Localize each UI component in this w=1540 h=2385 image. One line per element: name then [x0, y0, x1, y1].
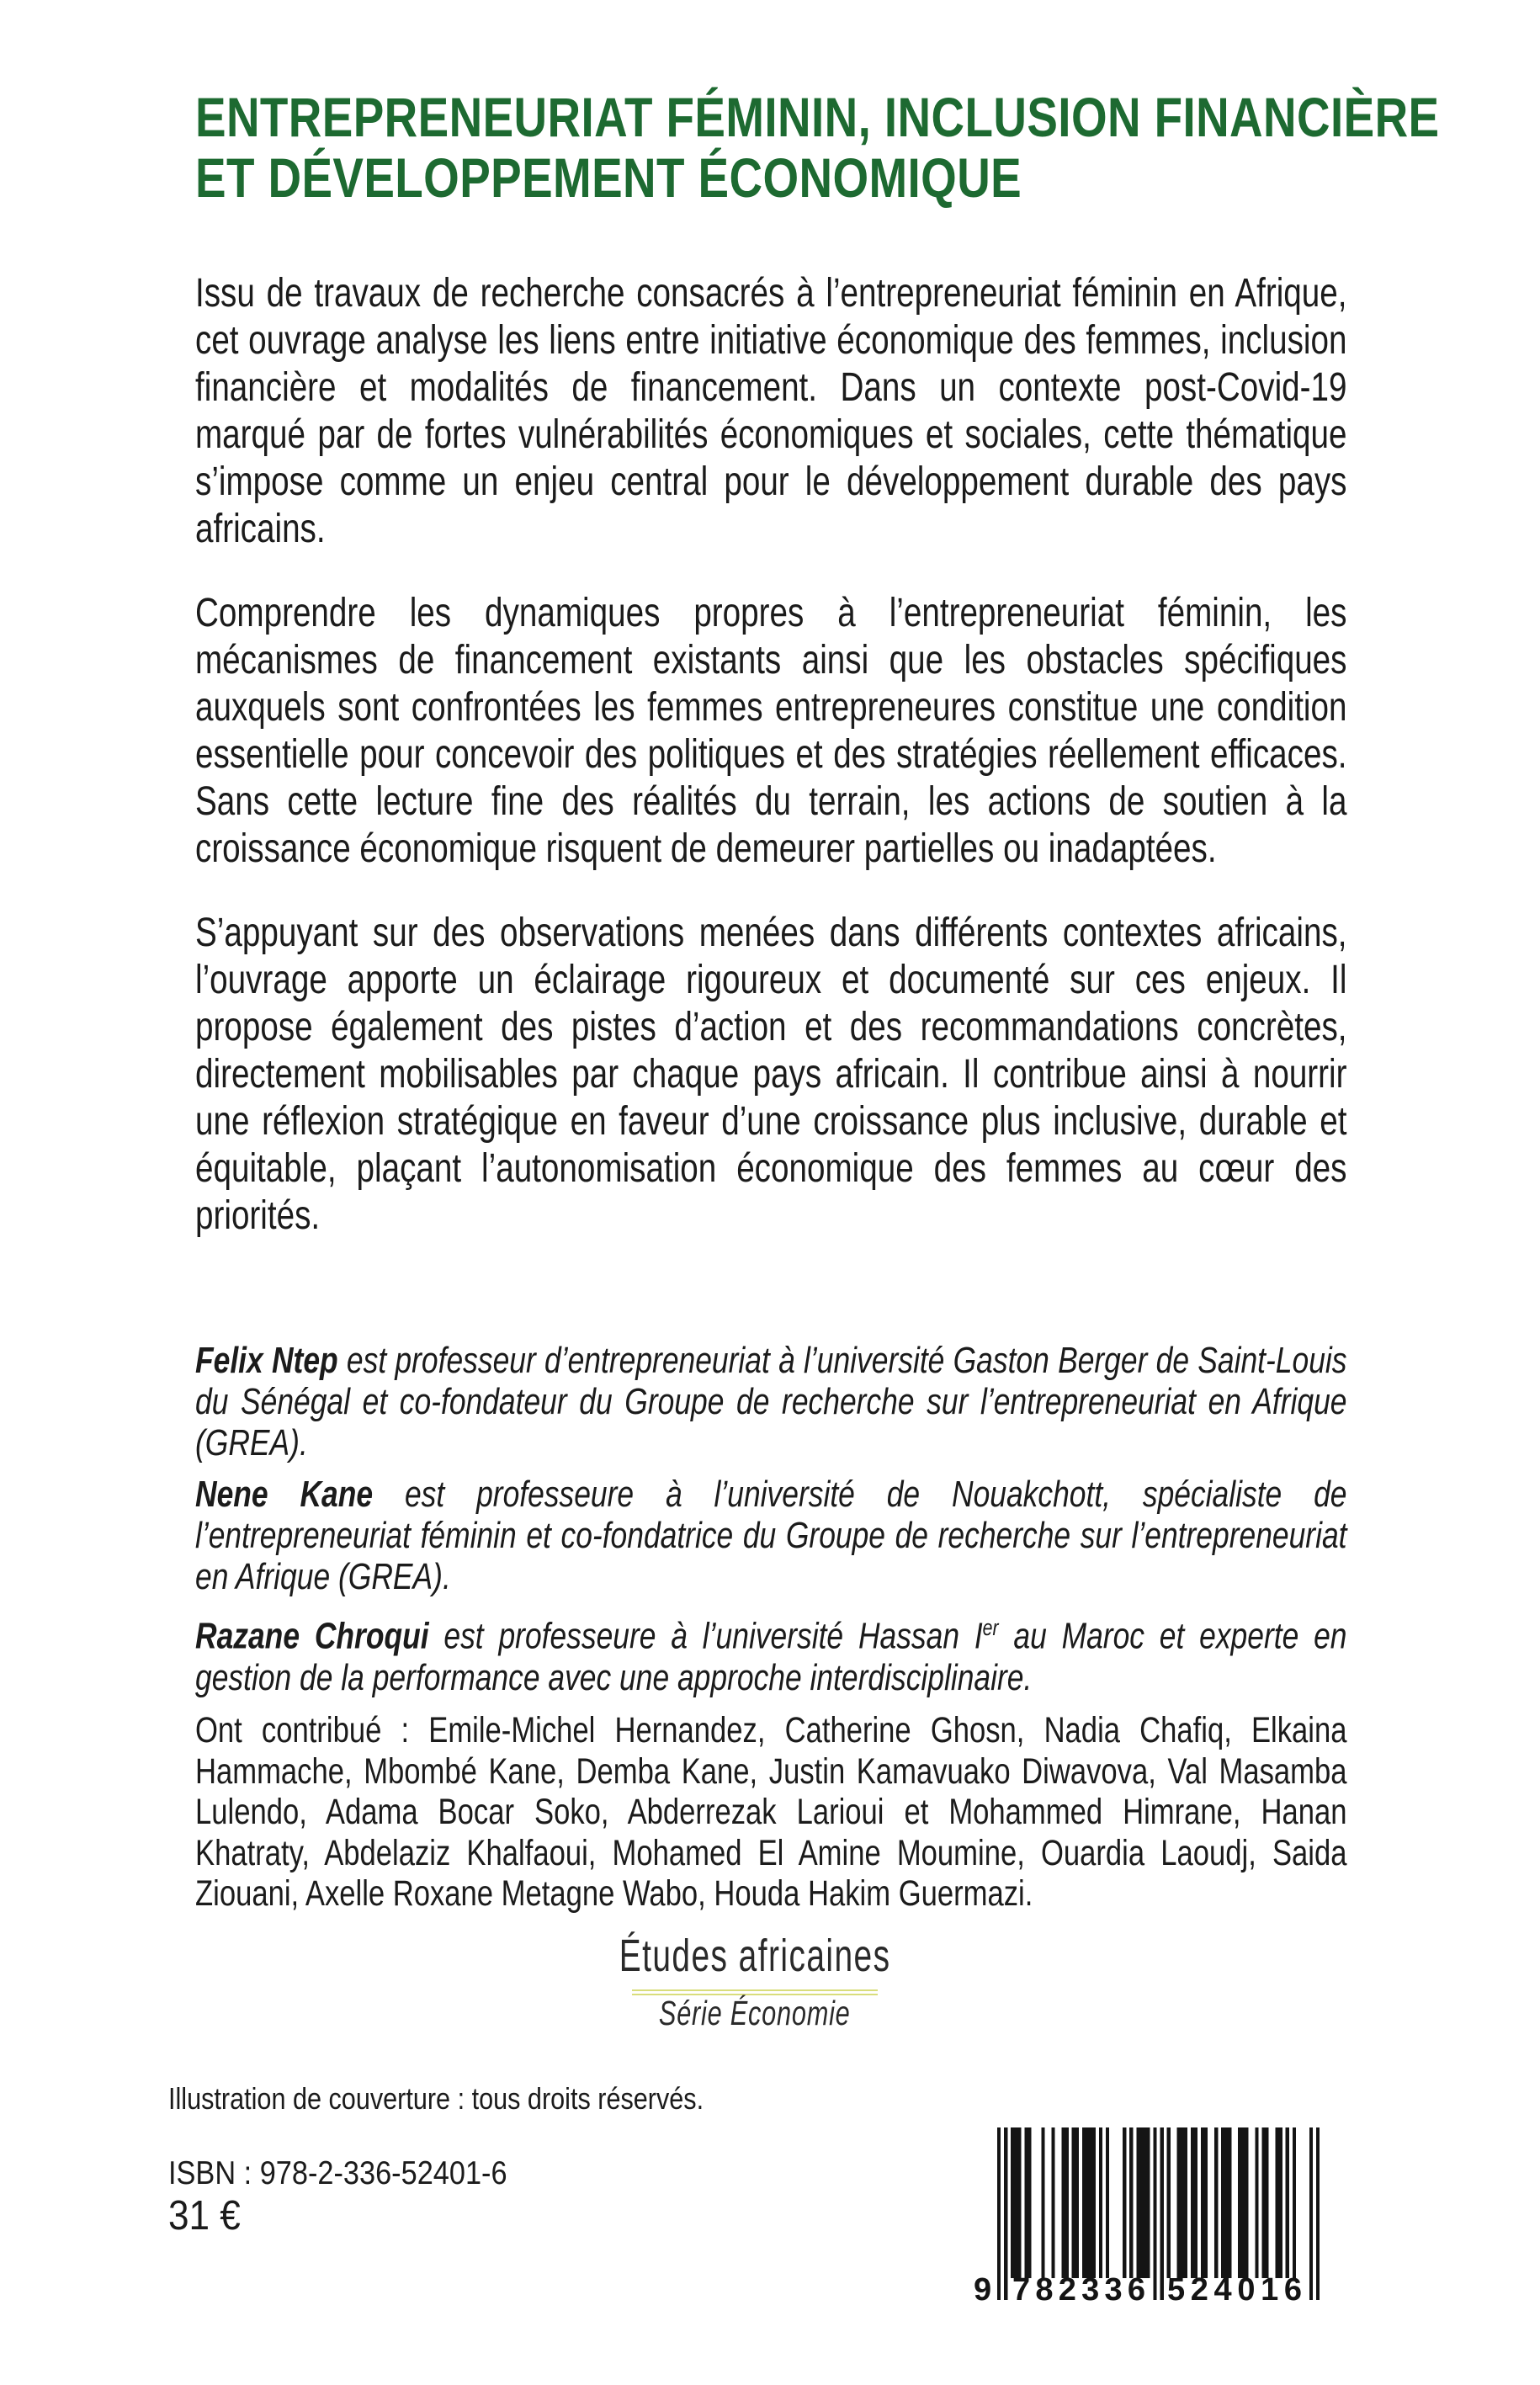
barcode-digits-group2: 524016	[1167, 2272, 1302, 2301]
price: 31 €	[168, 2193, 241, 2239]
author-bio	[195, 1474, 1347, 1597]
collection-block	[0, 1931, 1510, 1981]
barcode-lead-digit: 9	[974, 2272, 992, 2301]
author-bio	[195, 1607, 1347, 1698]
author-name: Felix Ntep	[195, 1340, 338, 1381]
author-bio-text: est professeure à l’université de Nouakchott, spécialiste de l’entrepreneuriat féminin et co-fondatrice du Groupe de recherche sur l’entrepreneuriat en Afrique (GREA).	[195, 1474, 1347, 1597]
title-line-2: ET DÉVELOPPEMENT ÉCONOMIQUE	[195, 146, 1022, 209]
barcode	[970, 2127, 1320, 2301]
author-name: Razane Chroqui	[195, 1615, 429, 1657]
synopsis-paragraph: S’appuyant sur des observations menées dans différents contextes africains, l’ouvrage apporte un éclairage rigoureux et documenté sur ces enjeux. Il propose également des pistes d’action et des recommandations concrètes, directement mobilisables par chaque pays africain. Il contribue ainsi à nourrir une réflexion stratégique en faveur d’une croissance plus inclusive, durable et équitable, plaçant l’autonomisation économique des femmes au cœur des priorités.	[195, 911, 1347, 1238]
author-name: Nene Kane	[195, 1474, 374, 1515]
contributors-block	[195, 1710, 1347, 1915]
synopsis-paragraph: Comprendre les dynamiques propres à l’entrepreneuriat féminin, les mécanismes de financement existants ainsi que les obstacles spécifiques auxquels sont confrontées les femmes entrepreneures constitue une condition essentielle pour concevoir des politiques et des stratégies réellement efficaces. Sans cette lecture fine des réalités du terrain, les actions de soutien à la croissance économique risquent de demeurer partielles ou inadaptées.	[195, 591, 1347, 871]
synopsis-paragraph: Issu de travaux de recherche consacrés à l’entrepreneuriat féminin en Afrique, cet ouvrage analyse les liens entre initiative économique des femmes, inclusion financière et modalités de financement. Dans un contexte post-Covid-19 marqué par de fortes vulnérabilités économiques et sociales, cette thématique s’impose comme un enjeu central pour le développement durable des pays africains.	[195, 271, 1347, 551]
author-bio-text: au Maroc et experte en gestion de la performance avec une approche interdisciplinaire.	[195, 1615, 1347, 1698]
illustration-credit: Illustration de couverture : tous droits réservés.	[168, 2081, 704, 2116]
author-bios	[195, 1340, 1347, 1708]
series-block	[0, 1994, 1510, 2032]
barcode-svg	[970, 2127, 1320, 2301]
series-name: Série Économie	[659, 1994, 851, 2032]
isbn: ISBN : 978-2-336-52401-6	[168, 2155, 507, 2191]
ordinal-superscript: er	[982, 1615, 999, 1640]
collection-name: Études africaines	[619, 1931, 891, 1981]
synopsis	[195, 270, 1347, 1277]
title-line-1: ENTREPRENEURIAT FÉMININ, INCLUSION FINANCIÈRE	[195, 86, 1440, 148]
contributors-list: Ont contribué : Emile-Michel Hernandez, Catherine Ghosn, Nadia Chafiq, Elkaina Hammache, Mbombé Kane, Demba Kane, Justin Kamavuako Diwavova, Val Masamba Lulendo, Adama Bocar Soko, Abderrezak Larioui et Mohammed Himrane, Hanan Khatraty, Abdelaziz Khalfaoui, Mohamed El Amine Moumine, Ouardia Laoudj, Saida Ziouani, Axelle Roxane Metagne Wabo, Houda Hakim Guermazi.	[195, 1710, 1347, 1914]
barcode-digits-group1: 782336	[1012, 2272, 1145, 2301]
author-bio-text: est professeur d’entrepreneuriat à l’université Gaston Berger de Saint-Louis du Sénégal et co-fondateur du Groupe de recherche sur l’entrepreneuriat en Afrique (GREA).	[195, 1340, 1347, 1463]
page-title	[195, 87, 1440, 208]
author-bio-text: est professeure à l’université Hassan I	[428, 1615, 983, 1657]
author-bio	[195, 1340, 1347, 1463]
